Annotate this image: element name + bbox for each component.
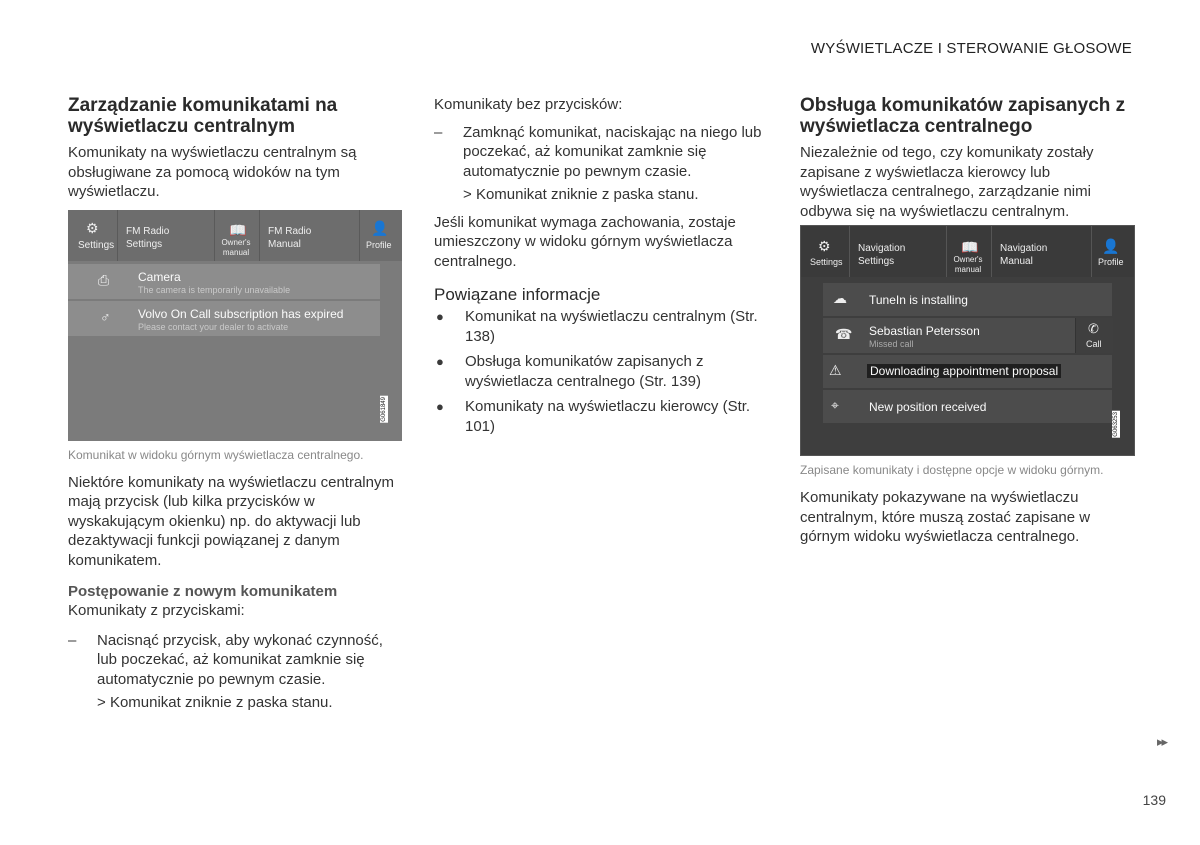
related-link[interactable] — [434, 352, 769, 391]
saved-item-title: Downloading appointment proposal — [867, 364, 1061, 378]
bullet-marker: ● — [436, 399, 444, 414]
top-bar — [801, 226, 1134, 277]
step-item — [434, 123, 769, 182]
top-bar — [68, 210, 402, 261]
with-buttons-text: Komunikaty z przyciskami: — [68, 602, 245, 619]
result-text: Komunikat zniknie z paska stanu. — [475, 186, 699, 203]
notification-voc[interactable] — [68, 301, 380, 336]
related-link[interactable] — [434, 397, 769, 436]
continue-marker: ▸▸ — [1156, 734, 1166, 749]
profile-icon: 👤 — [1102, 238, 1120, 254]
paragraph: Komunikaty pokazywane na wyświetlaczu centralnym, które muszą zostać zapisane w górnym widoku wyświetlacza centralnego. — [800, 489, 1091, 545]
call-button[interactable] — [1075, 318, 1113, 353]
page-header: WYŚWIETLACZE I STEROWANIE GŁOSOWE — [810, 40, 1132, 57]
notification-title: Volvo On Call subscription has expired — [138, 306, 344, 321]
warning-icon: ⚠ — [829, 362, 842, 378]
crosshair-icon: ⌖ — [831, 397, 839, 413]
missed-call-icon: ☎ — [835, 326, 853, 342]
center-display-screenshot — [68, 210, 402, 441]
tab-navigation-title: Navigation — [858, 243, 906, 254]
figure-caption: Zapisane komunikaty i dostępne opcje w widoku górnym. — [800, 463, 1104, 477]
tab-fm-radio-title: FM Radio — [126, 225, 170, 237]
result-item — [463, 185, 769, 205]
book-icon: 📖 — [961, 239, 979, 255]
related-link-text[interactable]: Obsługa komunikatów zapisanych z wyświetlacza centralnego (Str. 139) — [465, 353, 704, 390]
saved-item-tunein[interactable] — [823, 283, 1112, 316]
bullet-marker: ● — [436, 354, 444, 369]
result-text: Komunikat zniknie z paska stanu. — [109, 694, 333, 711]
saved-item-missed-call[interactable] — [823, 318, 1112, 353]
saved-item-title: New position received — [869, 400, 987, 414]
intro-text: Komunikaty na wyświetlaczu centralnym są obsługiwane za pomocą widoków na tym wyświetlaczu. — [68, 144, 357, 200]
step-item — [68, 631, 403, 690]
profile-icon: 👤 — [371, 219, 389, 236]
cloud-download-icon: ☁ — [833, 290, 847, 306]
tab-navigation-sub: Settings — [858, 256, 895, 267]
intro-text: Niezależnie od tego, czy komunikaty zostały zapisane z wyświetlacza kierowcy lub wyświetlacza centralnego, zarządzanie nimi odbywa się na wyświetlaczu centralnym. — [800, 144, 1094, 220]
camera-icon: ⎙ — [98, 271, 110, 288]
paragraph: Jeśli komunikat wymaga zachowania, zostaje umieszczony w widoku górnym wyświetlacza centralnego. — [434, 213, 736, 270]
tab-fm-manual-sub: Manual — [268, 238, 301, 250]
without-buttons-text: Komunikaty bez przycisków: — [434, 96, 623, 113]
call-button-label: Call — [1086, 339, 1102, 349]
tab-nav-manual-title: Navigation — [1000, 243, 1048, 254]
notification-title: Camera — [138, 269, 181, 284]
book-icon: 📖 — [229, 221, 247, 238]
result-item — [97, 693, 403, 713]
phone-icon: ✆ — [1088, 321, 1099, 336]
tab-fm-manual-title: FM Radio — [268, 225, 312, 237]
related-link[interactable] — [434, 307, 769, 346]
tab-owners-manual-label: Owner's manual — [221, 237, 251, 257]
volvo-logo-icon: ♂ — [100, 308, 111, 325]
step-text: Nacisnąć przycisk, aby wykonać czynność, lub poczekać, aż komunikat zamknie się automatycznie po pewnym czasie. — [97, 631, 383, 688]
step-text: Zamknąć komunikat, naciskając na niego lub poczekać, aż komunikat zamknie się automatycznie po pewnym czasie. — [463, 123, 762, 180]
related-link-text[interactable]: Komunikaty na wyświetlaczu kierowcy (Str. 101) — [465, 398, 751, 435]
tab-settings-label: Settings — [78, 239, 115, 251]
saved-item-title: TuneIn is installing — [869, 293, 968, 307]
figure-caption: Komunikat w widoku górnym wyświetlacza centralnego. — [68, 447, 364, 462]
subheading: Postępowanie z nowym komunikatem — [68, 583, 338, 600]
result-marker: > — [97, 694, 106, 711]
tab-profile-label: Profile — [1098, 257, 1124, 267]
tab-profile-label: Profile — [366, 239, 392, 250]
page-number: 139 — [1142, 792, 1166, 808]
section-heading: Obsługa komunikatów zapisanych z wyświetlacza centralnego — [800, 95, 1126, 137]
saved-item-position[interactable] — [823, 390, 1112, 423]
section-heading: Zarządzanie komunikatami na wyświetlaczu centralnym — [68, 95, 338, 137]
column-2 — [434, 95, 769, 436]
tab-nav-manual-sub: Manual — [1000, 256, 1033, 267]
gear-icon: ⚙ — [818, 238, 831, 254]
notification-camera[interactable] — [68, 264, 380, 299]
dash-marker: – — [68, 631, 77, 649]
saved-item-subtitle: Missed call — [869, 339, 914, 349]
notification-subtitle: The camera is temporarily unavailable — [138, 284, 291, 295]
dash-marker: – — [434, 123, 443, 141]
figure-code: G061849 — [381, 396, 387, 422]
center-display-screenshot — [800, 225, 1135, 456]
tab-settings-label: Settings — [810, 257, 843, 267]
paragraph: Niektóre komunikaty na wyświetlaczu centralnym mają przycisk (lub kilka przycisków w wyskakującym okienku) np. do aktywacji lub dezaktywacji funkcji powiązanej z danym komunikatem. — [68, 473, 394, 569]
column-1 — [68, 95, 403, 713]
tab-fm-radio-sub: Settings — [126, 238, 163, 250]
gear-icon: ⚙ — [86, 219, 99, 236]
saved-item-title: Sebastian Petersson — [869, 324, 980, 338]
notification-subtitle: Please contact your dealer to activate — [138, 321, 289, 332]
figure-code: G063253 — [1113, 412, 1119, 437]
bullet-marker: ● — [436, 309, 444, 324]
result-marker: > — [463, 186, 472, 203]
related-link-text[interactable]: Komunikat na wyświetlaczu centralnym (Str. 138) — [465, 308, 758, 345]
tab-owners-manual-label: Owner's manual — [953, 255, 983, 274]
column-3 — [800, 95, 1135, 547]
saved-item-appointment[interactable] — [823, 355, 1112, 388]
related-heading: Powiązane informacje — [434, 285, 601, 304]
